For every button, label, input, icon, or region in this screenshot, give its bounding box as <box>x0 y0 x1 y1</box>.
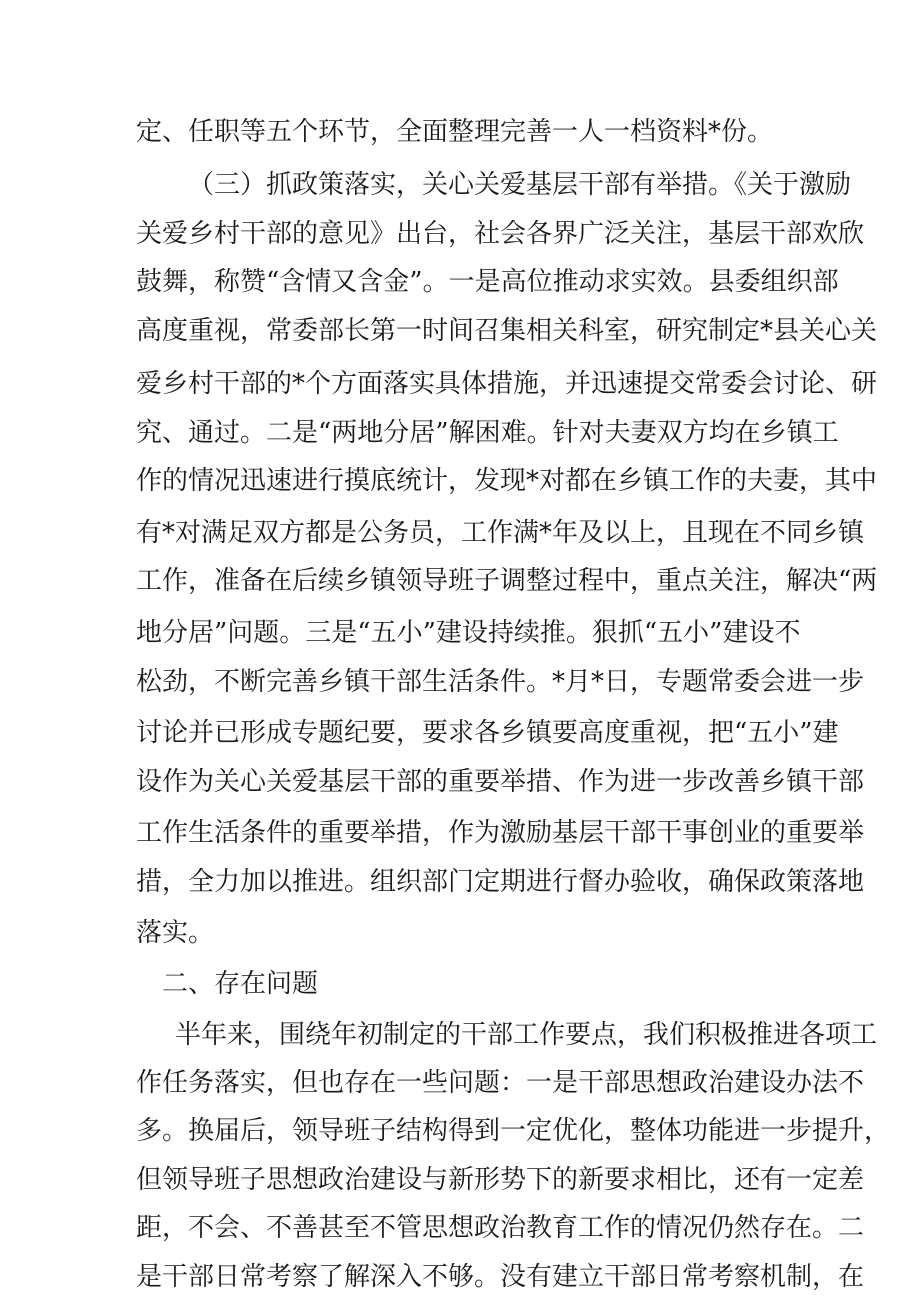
text-line: 地分居”问题。三是“五小”建设持续推。狠抓“五小”建设不 <box>136 618 801 648</box>
text-line: 作的情况迅速进行摸底统计，发现*对都在乡镇工作的夫妻，其中 <box>136 466 878 496</box>
text-line: 工作生活条件的重要举措，作为激励基层干部干事创业的重要举 <box>136 818 865 848</box>
text-line: 是干部日常考察了解深入不够。没有建立干部日常考察机制，在 <box>136 1262 865 1292</box>
text-line: 爱乡村干部的*个方面落实具体措施，并迅速提交常委会讨论、研 <box>136 369 878 399</box>
text-line: 有*对满足双方都是公务员，工作满*年及以上，且现在不同乡镇 <box>136 518 865 548</box>
text-line: 鼓舞，称赞“含情又含金”。一是高位推动求实效。县委组织部 <box>136 267 839 297</box>
text-line: 措，全力加以推进。组织部门定期进行督办验收，确保政策落地 <box>136 867 865 897</box>
text-line: 作任务落实，但也存在一些问题：一是干部思想政治建设办法不 <box>136 1068 865 1098</box>
text-line: 定、任职等五个环节，全面整理完善一人一档资料*份。 <box>136 117 774 147</box>
text-line: 关爱乡村干部的意见》出台，社会各界广泛关注，基层干部欢欣 <box>136 219 865 249</box>
text-line: 多。换届后，领导班子结构得到一定优化，整体功能进一步提升， <box>136 1116 891 1146</box>
text-line: 距，不会、不善甚至不管思想政治教育工作的情况仍然存在。二 <box>136 1213 865 1243</box>
section-heading: 二、存在问题 <box>162 969 319 999</box>
text-line: 松劲，不断完善乡镇干部生活条件。*月*日，专题常委会进一步 <box>136 667 865 697</box>
text-line: 落实。 <box>136 918 215 948</box>
text-line: 设作为关心关爱基层干部的重要举措、作为进一步改善乡镇干部 <box>136 767 865 797</box>
text-line: 讨论并已形成专题纪要，要求各乡镇要高度重视，把“五小”建 <box>136 718 839 748</box>
text-line: 但领导班子思想政治建设与新形势下的新要求相比，还有一定差 <box>136 1165 865 1195</box>
subsection-heading-line: （三）抓政策落实，关心关爱基层干部有举措。《关于激励 <box>188 170 852 200</box>
text-line: 究、通过。二是“两地分居”解困难。针对夫妻双方均在乡镇工 <box>136 418 839 448</box>
text-line: 半年来，围绕年初制定的干部工作要点，我们积极推进各项工 <box>175 1020 878 1050</box>
text-line: 工作，准备在后续乡镇领导班子调整过程中，重点关注，解决“两 <box>136 566 878 596</box>
text-line: 高度重视，常委部长第一时间召集相关科室，研究制定*县关心关 <box>136 316 878 346</box>
